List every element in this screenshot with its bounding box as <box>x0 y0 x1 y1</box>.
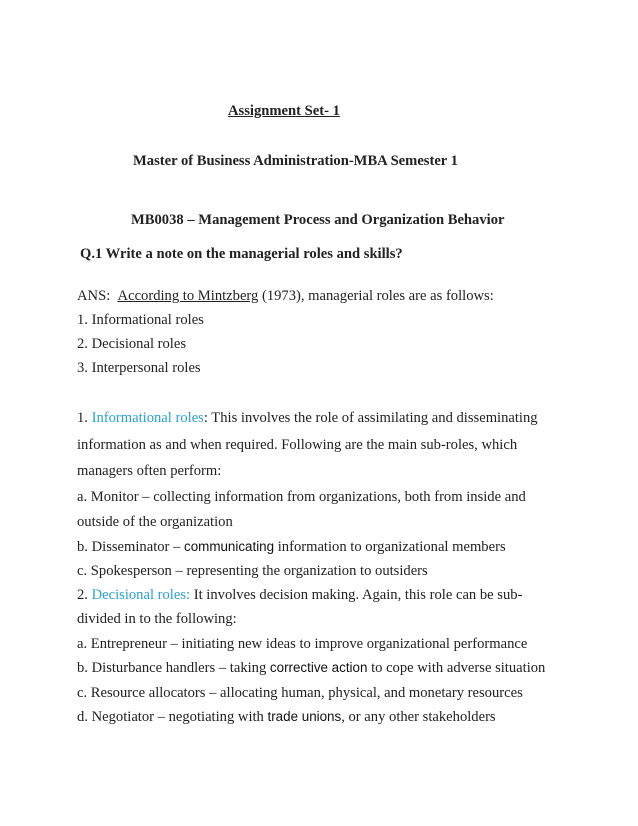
disturbance-line <box>77 659 545 677</box>
assignment-title: Assignment Set- 1 <box>228 103 340 119</box>
decisional-roles-term: Decisional roles: <box>91 587 191 603</box>
mintzberg-link[interactable]: According to Mintzberg <box>117 288 259 304</box>
dec-number: 2. <box>77 587 92 603</box>
info-number: 1. <box>77 410 92 426</box>
entrepreneur-line: a. Entrepreneur – initiating new ideas to improve organizational performance <box>77 636 528 652</box>
disseminator-post: information to organizational members <box>274 539 506 555</box>
list-item: 2. Decisional roles <box>77 336 187 352</box>
informational-para-line-2: information as and when required. Following are the main sub-roles, which <box>77 437 518 453</box>
negotiator-line <box>77 708 496 726</box>
list-item: 3. Interpersonal roles <box>77 360 201 376</box>
answer-intro <box>77 287 494 305</box>
monitor-line-1: a. Monitor – collecting information from organizations, both from inside and <box>77 489 526 505</box>
list-item: 1. Informational roles <box>77 312 204 328</box>
disturbance-post: to cope with adverse situation <box>367 660 546 676</box>
answer-intro-rest: (1973), managerial roles are as follows: <box>258 288 494 304</box>
disseminator-line <box>77 538 506 556</box>
decisional-para-line-2: divided in to the following: <box>77 611 237 627</box>
disturbance-pre: b. Disturbance handlers – taking <box>77 660 270 676</box>
course-title: MB0038 – Management Process and Organization Behavior <box>131 212 505 228</box>
negotiator-pre: d. Negotiator – negotiating with <box>77 709 268 725</box>
decisional-para-line <box>77 586 522 604</box>
informational-para-line <box>77 409 538 427</box>
communicating-keyword[interactable]: communicating <box>184 539 275 554</box>
answer-label: ANS: <box>77 288 111 304</box>
negotiator-post: , or any other stakeholders <box>341 709 496 725</box>
program-title: Master of Business Administration-MBA Semester 1 <box>133 153 458 169</box>
corrective-action-keyword[interactable]: corrective action <box>269 660 368 675</box>
monitor-line-2: outside of the organization <box>77 514 233 530</box>
resource-allocators-line: c. Resource allocators – allocating human, physical, and monetary resources <box>77 685 523 701</box>
informational-para-line-3: managers often perform: <box>77 463 222 479</box>
dec-rest: It involves decision making. Again, this role can be sub- <box>190 587 523 603</box>
trade-unions-keyword[interactable]: trade unions <box>267 709 342 724</box>
informational-roles-term: Informational roles <box>91 410 204 426</box>
disseminator-pre: b. Disseminator – <box>77 539 185 555</box>
question-heading: Q.1 Write a note on the managerial roles and skills? <box>80 246 403 262</box>
spokesperson-line: c. Spokesperson – representing the organization to outsiders <box>77 563 428 579</box>
info-rest: : This involves the role of assimilating and disseminating <box>203 410 538 426</box>
